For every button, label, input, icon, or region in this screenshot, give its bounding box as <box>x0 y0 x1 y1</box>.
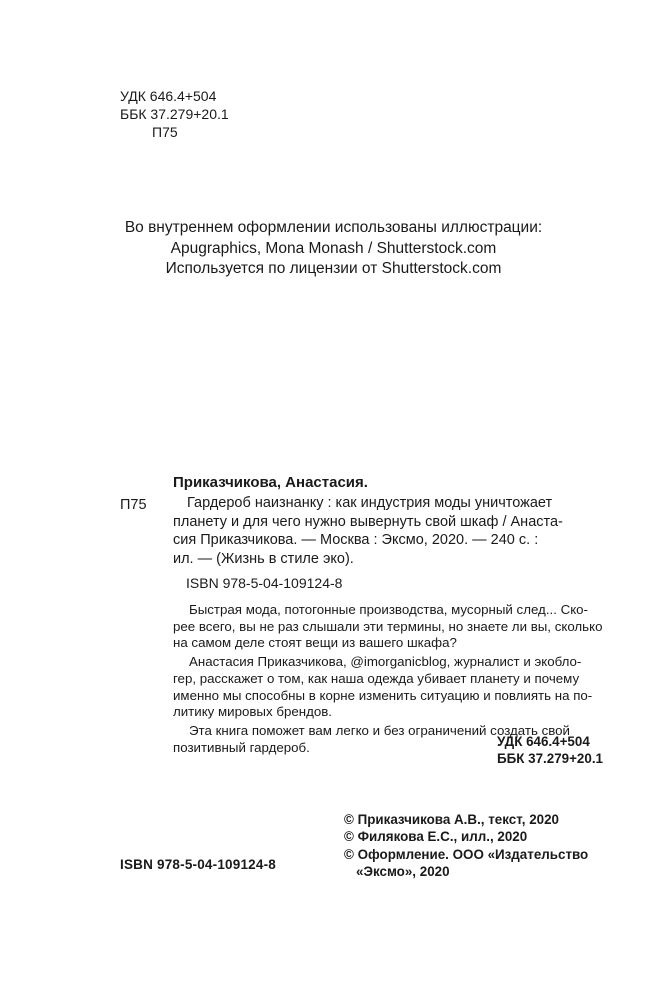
isbn-bottom: ISBN 978-5-04-109124-8 <box>120 857 276 872</box>
description-line: планету и для чего нужно вывернуть свой шкаф / Анаста- <box>173 513 563 530</box>
annotation-line: литику мировых брендов. <box>173 704 332 720</box>
annotation-line: Анастасия Приказчикова, @imorganicblog, журналист и экобло- <box>189 654 582 670</box>
credit-line-3: Используется по лицензии от Shutterstock.com <box>165 260 502 277</box>
annotation-line: Быстрая мода, потогонные производства, мусорный след... Ско- <box>189 602 588 617</box>
card-description <box>173 494 603 568</box>
annotation-paragraph <box>173 654 603 721</box>
annotation-line: именно мы способны в корне изменить ситуацию и повлиять на по- <box>173 687 593 703</box>
description-line: сия Приказчикова. — Москва : Эксмо, 2020. — 240 с. : <box>173 532 539 549</box>
card-author: Приказчикова, Анастасия. <box>173 474 368 491</box>
copyright-line-design: © Оформление. ООО «Издательство <box>344 846 589 862</box>
author-mark: П75 <box>152 124 178 140</box>
annotation-line: Эта книга поможет вам легко и без ограничений создать свой <box>189 722 570 738</box>
card-udk-code: УДК 646.4+504 <box>497 734 590 749</box>
credit-line-2: Apugraphics, Mona Monash / Shutterstock.com <box>170 239 497 257</box>
annotation-paragraph <box>173 602 603 652</box>
udk-code: УДК 646.4+504 <box>120 88 217 104</box>
credit-line-1: Во внутреннем оформлении использованы иллюстрации: <box>124 219 543 236</box>
annotation-line: позитивный гардероб. <box>173 739 310 755</box>
card-classification-codes <box>497 733 603 767</box>
annotation-line: на самом деле стоят вещи из вашего шкафа? <box>173 635 457 651</box>
copyright-line-illustrations: © Филякова Е.С., илл., 2020 <box>344 829 528 845</box>
card-isbn: ISBN 978-5-04-109124-8 <box>186 575 343 591</box>
bbk-code: ББК 37.279+20.1 <box>120 106 229 122</box>
copyright-line-design-cont: «Эксмо», 2020 <box>356 863 450 879</box>
card-bbk-code: ББК 37.279+20.1 <box>497 751 603 766</box>
description-line: Гардероб наизнанку : как индустрия моды уничтожает <box>187 495 553 511</box>
illustrations-credit <box>0 218 667 280</box>
card-index-code: П75 <box>120 497 147 513</box>
annotation-line: рее всего, вы не раз слышали эти термины, но знаете ли вы, сколько <box>173 618 603 634</box>
copyright-block <box>344 811 614 880</box>
annotation-line: гер, расскажет о том, как наша одежда убивает планету и почему <box>173 670 580 686</box>
copyright-line-text: © Приказчикова А.В., текст, 2020 <box>344 812 559 827</box>
top-classification <box>120 87 229 141</box>
description-line: ил. — (Жизнь в стиле эко). <box>173 550 354 567</box>
